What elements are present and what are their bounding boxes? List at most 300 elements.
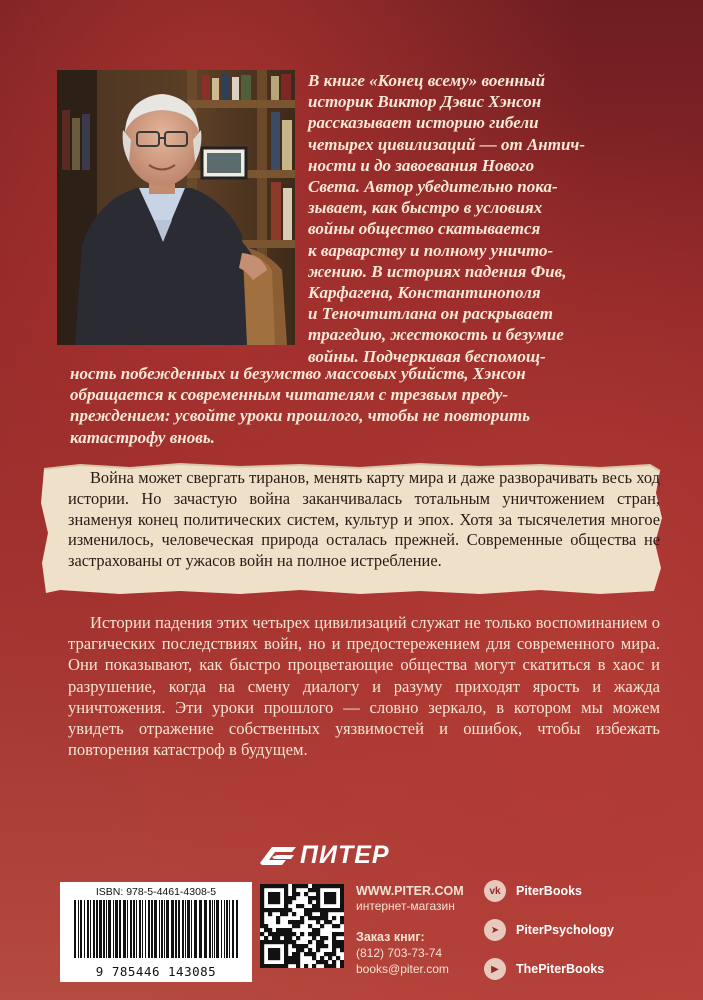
qr-module [276,964,280,968]
barcode-bar [119,900,121,958]
qr-module [284,888,288,892]
qr-module [296,892,300,896]
qr-module [276,928,280,932]
qr-module [292,912,296,916]
qr-module [304,912,308,916]
qr-module [260,920,264,924]
qr-module [276,896,280,900]
qr-module [320,936,324,940]
qr-module [316,928,320,932]
qr-module [268,884,272,888]
barcode-image [68,900,244,958]
barcode-bar [161,900,163,958]
qr-module [320,944,324,948]
qr-module [340,940,344,944]
qr-module [340,900,344,904]
qr-module [260,904,264,908]
qr-module [328,908,332,912]
phone-number: (812) 703-73-74 [356,946,443,960]
qr-module [340,944,344,948]
qr-module [320,960,324,964]
publisher-name: ПИТЕР [300,840,390,869]
qr-module [304,884,308,888]
qr-module [316,944,320,948]
intro-line: рассказывает историю гибели [308,113,539,133]
qr-module [284,896,288,900]
barcode-bar [185,900,186,958]
qr-module [284,948,288,952]
qr-module [292,932,296,936]
qr-module [288,900,292,904]
barcode-bar [214,900,215,958]
qr-module [316,920,320,924]
barcode-bar [236,900,238,958]
barcode-bar [90,900,91,958]
barcode-bar [175,900,177,958]
social-links [484,879,654,996]
qr-module [340,964,344,968]
barcode-bar [166,900,169,958]
barcode-bar [145,900,146,958]
qr-module [284,960,288,964]
barcode-bar [212,900,213,958]
qr-module [324,908,328,912]
qr-module [332,924,336,928]
qr-module [304,892,308,896]
qr-module [328,896,332,900]
qr-module [316,892,320,896]
qr-module [268,956,272,960]
qr-module [292,952,296,956]
qr-module [272,900,276,904]
qr-module [340,948,344,952]
barcode-bar [74,900,76,958]
email-link[interactable]: books@piter.com [356,962,449,976]
qr-module [316,888,320,892]
qr-module [308,924,312,928]
barcode-digits: 9 785446 143085 [95,964,217,979]
qr-module [260,944,264,948]
qr-module [284,900,288,904]
qr-module [260,940,264,944]
qr-module [280,908,284,912]
qr-module [296,960,300,964]
qr-module [272,884,276,888]
barcode-bar [164,900,165,958]
highlight-text: Война может свергать тиранов, менять карту мира и даже разворачивать весь ход истории. Но зачастую война заканчивалась тотальным уничтожением стран, знаменуя конец политических систем, культур и эпох. Хотя за тысячелетия многое изменилось, человеческая природа осталась прежней. Современные общества не застрахованы от ужасов войн на полное истребление. [68,468,660,571]
qr-module [312,904,316,908]
qr-module [272,940,276,944]
qr-module [332,940,336,944]
qr-module [320,940,324,944]
qr-module [332,884,336,888]
qr-module [264,928,268,932]
qr-module [304,964,308,968]
qr-module [324,952,328,956]
qr-module [268,908,272,912]
intro-tail-text [70,363,660,448]
youtube-icon: ▶ [484,958,506,980]
qr-module [288,936,292,940]
qr-module [320,908,324,912]
qr-module [332,908,336,912]
qr-module [284,952,288,956]
qr-module [268,900,272,904]
social-label: PiterBooks [516,884,582,898]
contacts-block [356,884,486,976]
qr-module [332,900,336,904]
social-vk[interactable] [484,879,654,903]
barcode-bar [106,900,107,958]
qr-module [272,956,276,960]
qr-module [308,940,312,944]
qr-module [292,944,296,948]
qr-module [316,916,320,920]
qr-module [296,920,300,924]
barcode-bar [226,900,228,958]
qr-module [320,956,324,960]
qr-module [312,916,316,920]
social-label: PiterPsychology [516,923,614,937]
qr-module [268,940,272,944]
qr-module [296,904,300,908]
qr-module [260,884,264,888]
qr-module [332,932,336,936]
qr-module [268,948,272,952]
qr-module [304,952,308,956]
qr-module [260,932,264,936]
piter-logo-icon [258,843,298,867]
qr-module [276,884,280,888]
qr-module [328,956,332,960]
author-photo [57,70,295,345]
qr-module [308,932,312,936]
qr-module [296,936,300,940]
barcode-bar [191,900,192,958]
social-telegram[interactable] [484,918,654,942]
intro-line: ности и до завоевания Нового [308,155,535,175]
vk-icon: vk [484,880,506,902]
qr-module [316,932,320,936]
barcode-bar [221,900,222,958]
qr-code[interactable] [260,884,344,968]
barcode-bar [148,900,150,958]
qr-module [340,920,344,924]
qr-module [288,908,292,912]
qr-module [328,964,332,968]
barcode-block [60,882,252,982]
qr-module [332,944,336,948]
qr-module [312,888,316,892]
qr-module [332,952,336,956]
barcode-bar [78,900,79,958]
qr-module [324,944,328,948]
qr-module [300,884,304,888]
barcode-bar [133,900,135,958]
qr-module [320,884,324,888]
qr-module [260,960,264,964]
intro-line: историк Виктор Дэвис Хэнсон [308,92,542,112]
qr-module [328,892,332,896]
qr-module [260,948,264,952]
qr-module [308,888,312,892]
qr-module [340,908,344,912]
qr-module [312,928,316,932]
qr-module [276,892,280,896]
barcode-bar [103,900,105,958]
qr-module [280,964,284,968]
qr-module [316,884,320,888]
qr-module [304,908,308,912]
qr-module [316,900,320,904]
qr-module [276,940,280,944]
qr-module [272,964,276,968]
qr-module [340,916,344,920]
qr-module [332,948,336,952]
qr-module [300,948,304,952]
qr-module [268,964,272,968]
qr-module [280,932,284,936]
qr-module [260,956,264,960]
qr-module [292,884,296,888]
qr-module [324,912,328,916]
qr-module [332,936,336,940]
author-photo-image [57,70,295,345]
website-link[interactable]: WWW.PITER.COM [356,884,464,898]
qr-module [264,908,268,912]
qr-module [276,948,280,952]
qr-module [320,924,324,928]
qr-module [340,892,344,896]
barcode-bar [142,900,143,958]
intro-line: трагедию, жестокость и безумие [308,325,564,345]
qr-module [284,892,288,896]
qr-module [292,888,296,892]
qr-module [300,916,304,920]
barcode-bar [209,900,211,958]
qr-module [292,892,296,896]
qr-module [284,940,288,944]
intro-tail-line: обращается к современным читателям с трезвым преду- [70,385,509,405]
qr-module [340,932,344,936]
barcode-bar [130,900,132,958]
qr-module [260,896,264,900]
publisher-logo [258,838,438,872]
qr-module [284,908,288,912]
qr-module [276,936,280,940]
qr-module [316,904,320,908]
qr-module [316,940,320,944]
qr-module [312,956,316,960]
qr-module [272,892,276,896]
qr-module [304,944,308,948]
outro-text: Истории падения этих четырех цивилизаций служат не только воспоминанием о трагических последствиях войн, но и предостережением для современного мира. Они показывают, как быстро процветающие общества могут скатиться в хаос и разрушение, когда на смену диалогу и разуму приходят ярость и жажда уничтожения. Эти уроки прошлого — словно зеркало, в котором мы можем увидеть отражение собственных уязвимостей и ошибок, чтобы избежать повторения катастроф в будущем. [68,613,660,760]
qr-module [316,908,320,912]
qr-module [296,956,300,960]
barcode-bar [136,900,137,958]
qr-module [312,964,316,968]
qr-module [336,924,340,928]
barcode-bar [154,900,157,958]
qr-module [288,932,292,936]
barcode-bar [127,900,128,958]
qr-module [272,936,276,940]
qr-module [284,944,288,948]
qr-module [292,896,296,900]
barcode-bar [93,900,95,958]
qr-module [268,952,272,956]
qr-module [280,912,284,916]
qr-module [296,944,300,948]
barcode-bar [204,900,207,958]
qr-module [324,936,328,940]
qr-module [308,952,312,956]
qr-module [260,952,264,956]
qr-module [288,920,292,924]
qr-module [296,948,300,952]
qr-module [296,924,300,928]
qr-module [268,912,272,916]
qr-module [312,932,316,936]
qr-module [328,884,332,888]
qr-module [284,928,288,932]
intro-line: войны общество скатывается [308,219,541,239]
qr-module [316,896,320,900]
qr-module [276,916,280,920]
qr-module [284,964,288,968]
qr-module [292,920,296,924]
qr-module [312,908,316,912]
qr-module [316,948,320,952]
qr-module [272,932,276,936]
qr-module [336,944,340,948]
barcode-bar [84,900,85,958]
qr-module [308,908,312,912]
intro-text [308,70,660,367]
qr-module [336,932,340,936]
intro-line: четырех цивилизаций — от Антич- [308,134,585,154]
qr-module [328,952,332,956]
qr-module [320,916,324,920]
qr-module [300,932,304,936]
qr-module [260,900,264,904]
qr-module [292,924,296,928]
intro-line: и Теночтитлана он раскрывает [308,304,553,324]
qr-module [276,908,280,912]
qr-module [340,888,344,892]
barcode-bar [113,900,114,958]
qr-module [280,928,284,932]
intro-line: войны. Подчеркивая беспомощ- [308,346,546,366]
qr-module [284,936,288,940]
qr-module [264,936,268,940]
qr-module [328,900,332,904]
intro-line: жению. В историях падения Фив, [308,261,567,281]
qr-module [324,900,328,904]
qr-module [284,932,288,936]
barcode-bar [108,900,111,958]
qr-module [300,944,304,948]
qr-module [308,948,312,952]
barcode-bar [115,900,118,958]
qr-module [332,892,336,896]
qr-module [340,884,344,888]
qr-module [312,952,316,956]
qr-module [260,908,264,912]
qr-module [324,960,328,964]
barcode-bar [96,900,98,958]
qr-module [288,928,292,932]
telegram-icon: ➤ [484,919,506,941]
qr-module [272,952,276,956]
qr-module [332,960,336,964]
qr-module [316,960,320,964]
qr-module [300,920,304,924]
qr-module [292,956,296,960]
social-youtube[interactable] [484,957,654,981]
qr-module [324,884,328,888]
qr-module [264,940,268,944]
qr-module [324,892,328,896]
qr-module [284,912,288,916]
intro-tail-line: катастрофу вновь. [70,427,215,447]
barcode-bar [123,900,126,958]
qr-module [340,896,344,900]
qr-module [260,924,264,928]
qr-module [292,940,296,944]
intro-line: Карфагена, Константинополя [308,283,541,303]
qr-module [260,964,264,968]
qr-module [336,956,340,960]
qr-module [268,928,272,932]
barcode-bar [99,900,102,958]
qr-module [260,912,264,916]
qr-module [280,940,284,944]
barcode-bar [229,900,230,958]
intro-tail-line: преждением: усвойте уроки прошлого, чтобы не повторить [70,406,530,426]
qr-module [296,952,300,956]
qr-module [296,884,300,888]
qr-module [276,900,280,904]
qr-module [268,892,272,896]
order-label: Заказ книг: [356,930,425,944]
qr-module [308,916,312,920]
qr-module [264,884,268,888]
qr-module [284,956,288,960]
intro-line: Света. Автор убедительно пока- [308,177,558,197]
qr-module [276,956,280,960]
qr-module [300,904,304,908]
qr-module [272,896,276,900]
barcode-bar [139,900,141,958]
isbn-label: ISBN: 978-5-4461-4308-5 [95,886,217,898]
qr-module [336,940,340,944]
intro-tail-line: ность побежденных и безумство массовых убийств, Хэнсон [70,364,526,383]
qr-module [324,964,328,968]
qr-module [340,904,344,908]
shop-label: интернет-магазин [356,899,455,913]
qr-module [312,936,316,940]
qr-module [336,908,340,912]
qr-module [268,932,272,936]
qr-module [268,896,272,900]
qr-module [264,964,268,968]
qr-module [312,896,316,900]
barcode-bar [232,900,234,958]
qr-module [276,920,280,924]
barcode-bar [171,900,174,958]
qr-module [284,904,288,908]
